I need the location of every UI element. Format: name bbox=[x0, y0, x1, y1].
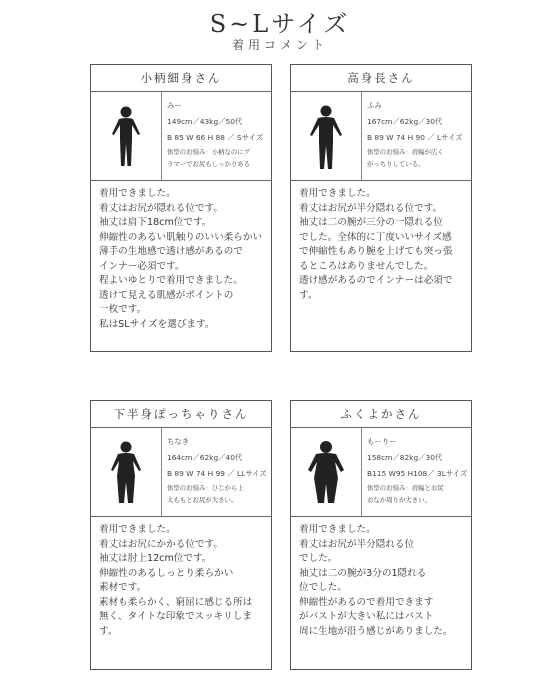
model-name: もーりー bbox=[367, 437, 397, 446]
body-concern-line2: ラマーでお尻もしっかりある bbox=[167, 160, 251, 168]
model-measurements: B 89 W 74 H 90 ／ Lサイズ bbox=[367, 133, 463, 142]
card-heading: 高身長さん bbox=[291, 65, 471, 92]
wear-comment bbox=[91, 181, 271, 332]
model-stats: 164cm／62kg／40代 bbox=[167, 453, 243, 462]
model-name: みー bbox=[167, 101, 182, 110]
comment-line: 伸縮性のあるしっとり柔らかい bbox=[99, 567, 234, 579]
body-silhouette-icon bbox=[91, 428, 162, 516]
comment-line: 袖丈は肘上12cm位です。 bbox=[99, 553, 212, 564]
review-card-petite bbox=[90, 64, 272, 352]
body-concern-line1: 体型のお悩み：肩幅が広く bbox=[367, 148, 444, 156]
comment-line: 薄手の生地感で透け感があるので bbox=[99, 246, 243, 257]
model-measurements: B 85 W 66 H 88 ／ Sサイズ bbox=[167, 133, 264, 142]
card-profile bbox=[291, 92, 471, 181]
body-concern-line1: 体型のお悩み：肩幅とお尻 bbox=[367, 484, 444, 492]
model-measurements: B115 W95 H108／ 3Lサイズ bbox=[367, 469, 468, 478]
body-silhouette-icon bbox=[91, 92, 162, 180]
comment-line: 伸縮性のあるい肌触りのいい柔らかい bbox=[99, 231, 263, 243]
comment-line: 素材も柔らかく、窮屈に感じる所は bbox=[99, 596, 253, 608]
comment-line: るところはありませんでした。 bbox=[299, 260, 434, 272]
model-stats: 158cm／82kg／30代 bbox=[367, 453, 443, 462]
comment-line: 透け感があるのでインナーは必須で bbox=[299, 275, 453, 286]
body-concern-line2: おなか周りが大きい。 bbox=[367, 496, 431, 504]
page-subtitle: 着用コメント bbox=[231, 38, 328, 52]
comment-line: 透けて見える肌感がポイントの bbox=[99, 289, 234, 301]
body-silhouette-icon bbox=[291, 428, 362, 516]
card-heading: 小柄細身さん bbox=[91, 65, 271, 92]
comment-line: で伸縮性もあり腕を上げても突っ張 bbox=[299, 246, 453, 257]
comment-line: でした。全体的に丁度いいサイズ感 bbox=[299, 231, 452, 243]
card-profile bbox=[291, 428, 471, 517]
review-card-plus-size bbox=[290, 400, 472, 670]
comment-line: 着丈はお尻にかかる位です。 bbox=[99, 538, 223, 550]
comment-line: 着丈はお尻が隠れる位です。 bbox=[99, 202, 223, 214]
body-silhouette-icon bbox=[291, 92, 362, 180]
model-name: ちなき bbox=[167, 437, 190, 446]
comment-line: す。 bbox=[299, 289, 318, 301]
body-concern-line2: がっちりしている。 bbox=[367, 160, 425, 168]
comment-line: でした。 bbox=[299, 553, 338, 564]
comment-line: インナー必須です。 bbox=[99, 260, 185, 272]
wear-comment bbox=[291, 181, 471, 303]
comment-line: 位でした。 bbox=[299, 582, 347, 593]
review-card-pear-shape bbox=[90, 400, 272, 670]
card-heading: ふくよかさん bbox=[291, 401, 471, 428]
comment-line: 袖丈は二の腕が3分の1隠れる bbox=[299, 567, 427, 579]
comment-line: す。 bbox=[99, 625, 118, 637]
comment-line: 伸縮性があるので着用できます bbox=[299, 596, 434, 608]
comment-line: 着用できました。 bbox=[99, 188, 176, 199]
comment-line: 一枚です。 bbox=[99, 304, 147, 315]
body-concern-line2: 太ももとお尻が大きい。 bbox=[167, 496, 238, 504]
comment-line: 着丈はお尻が半分隠れる位です。 bbox=[299, 202, 443, 214]
comment-line: 袖丈は肩下18cm位です。 bbox=[99, 217, 212, 228]
comment-line: 袖丈は二の腕が三分の一隠れる位 bbox=[299, 217, 443, 228]
page-title: S~Lサイズ bbox=[209, 10, 351, 38]
comment-line: がバストが大きい私にはバスト bbox=[299, 611, 434, 622]
comment-line: 無く、タイトな印象でスッキリしま bbox=[99, 611, 253, 622]
comment-line: 着用できました。 bbox=[99, 524, 176, 535]
body-concern-line1: 体型のお悩み：小柄なのにグ bbox=[167, 148, 251, 156]
card-heading: 下半身ぽっちゃりさん bbox=[91, 401, 271, 428]
comment-line: 程よいゆとりで着用できました。 bbox=[99, 275, 243, 286]
card-profile bbox=[91, 92, 271, 181]
review-card-tall bbox=[290, 64, 472, 352]
body-concern-line1: 体型のお悩み：ひじから上 bbox=[167, 484, 244, 492]
comment-line: 周に生地が沿う感じがありました。 bbox=[299, 625, 453, 637]
comment-line: 着丈はお尻が半分隠れる位 bbox=[299, 538, 415, 550]
comment-line: 着用できました。 bbox=[299, 188, 376, 199]
card-profile bbox=[91, 428, 271, 517]
comment-line: 素材です。 bbox=[99, 582, 147, 593]
model-stats: 167cm／62kg／30代 bbox=[367, 117, 443, 126]
comment-line: 私はSLサイズを選びます。 bbox=[99, 318, 215, 330]
model-measurements: B 89 W 74 H 99 ／ LLサイズ bbox=[167, 469, 267, 478]
model-stats: 149cm／43kg／50代 bbox=[167, 117, 243, 126]
comment-line: 着用できました。 bbox=[299, 524, 376, 535]
model-name: ふみ bbox=[367, 101, 382, 110]
wear-comment bbox=[91, 517, 271, 639]
wear-comment bbox=[291, 517, 471, 639]
